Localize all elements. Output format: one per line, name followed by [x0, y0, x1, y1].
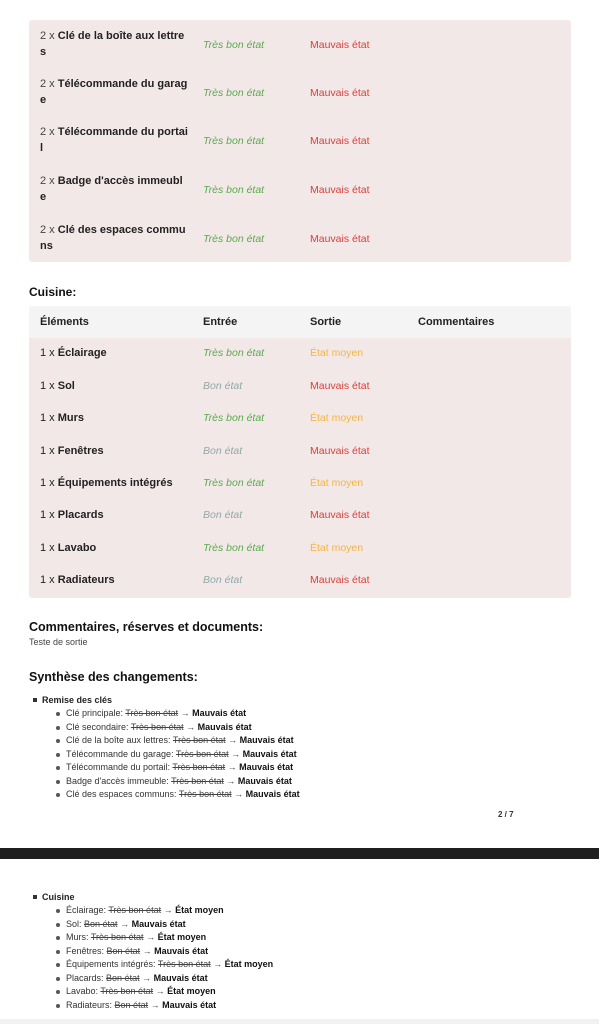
table-row — [29, 436, 571, 468]
exit-state: Mauvais état — [310, 509, 370, 521]
summary-list-continued — [33, 891, 273, 1012]
summary-section-title: Synthèse des changements: — [29, 670, 198, 684]
list-item: Télécommande du garage: Très bon état → Mauvais état — [56, 748, 300, 762]
entry-state: Très bon état — [203, 477, 265, 489]
column-header-comments: Commentaires — [418, 316, 495, 328]
item-name: 1 x Fenêtres — [40, 445, 104, 457]
table-row — [29, 222, 571, 270]
exit-state: Mauvais état — [310, 380, 370, 392]
entry-state: Bon état — [203, 574, 243, 586]
column-header-entry: Entrée — [203, 316, 238, 328]
item-name: 2 x Télécommande du portai l — [40, 126, 188, 154]
table-row — [29, 500, 571, 532]
list-item: Éclairage: Très bon état → État moyen — [56, 904, 273, 918]
exit-state: Mauvais état — [310, 135, 370, 147]
list-item: Fenêtres: Bon état → Mauvais état — [56, 945, 273, 959]
kitchen-section-title: Cuisine: — [29, 285, 77, 299]
exit-state: État moyen — [310, 412, 364, 424]
table-row — [29, 371, 571, 403]
entry-state: Très bon état — [203, 87, 265, 99]
list-item: Placards: Bon état → Mauvais état — [56, 972, 273, 986]
exit-state: Mauvais état — [310, 574, 370, 586]
page-bottom-edge — [0, 1019, 599, 1024]
table-row — [29, 124, 571, 172]
entry-state: Très bon état — [203, 39, 265, 51]
list-item: Radiateurs: Bon état → Mauvais état — [56, 999, 273, 1013]
entry-state: Très bon état — [203, 233, 265, 245]
list-item: Télécommande du portail: Très bon état → Mauvais état — [56, 761, 300, 775]
group-label: Remise des clés — [42, 695, 113, 705]
table-row — [29, 533, 571, 565]
page-number: 2 / 7 — [498, 810, 514, 819]
list-item: Badge d'accès immeuble: Très bon état → Mauvais état — [56, 775, 300, 789]
exit-state: Mauvais état — [310, 445, 370, 457]
summary-group-keys — [33, 694, 300, 802]
exit-state: Mauvais état — [310, 87, 370, 99]
item-name: 1 x Lavabo — [40, 542, 97, 554]
kitchen-table — [29, 306, 571, 598]
item-name: 2 x Télécommande du garag e — [40, 78, 188, 106]
summary-group-kitchen — [33, 891, 273, 1012]
table-row — [29, 565, 571, 597]
list-item: Équipements intégrés: Très bon état → État moyen — [56, 958, 273, 972]
entry-state: Très bon état — [203, 135, 265, 147]
comments-section-title: Commentaires, réserves et documents: — [29, 620, 264, 634]
item-name: 1 x Placards — [40, 509, 104, 521]
exit-state: État moyen — [310, 347, 364, 359]
summary-list — [33, 694, 300, 802]
list-item: Sol: Bon état → Mauvais état — [56, 918, 273, 932]
item-name: 2 x Clé des espaces commu ns — [40, 224, 186, 252]
list-item: Clé principale: Très bon état → Mauvais état — [56, 707, 300, 721]
table-row — [29, 468, 571, 500]
group-label: Cuisine — [42, 892, 75, 902]
item-name: 1 x Éclairage — [40, 347, 107, 359]
list-item: Lavabo: Très bon état → État moyen — [56, 985, 273, 999]
entry-state: Très bon état — [203, 412, 265, 424]
keys-table — [29, 20, 571, 262]
entry-state: Très bon état — [203, 347, 265, 359]
entry-state: Très bon état — [203, 542, 265, 554]
list-item: Clé de la boîte aux lettres: Très bon état → Mauvais état — [56, 734, 300, 748]
exit-state: État moyen — [310, 477, 364, 489]
table-row — [29, 403, 571, 435]
table-row — [29, 28, 571, 76]
entry-state: Bon état — [203, 380, 243, 392]
exit-state: État moyen — [310, 542, 364, 554]
item-name: 1 x Équipements intégrés — [40, 477, 173, 489]
exit-state: Mauvais état — [310, 233, 370, 245]
comments-text: Teste de sortie — [29, 637, 88, 647]
table-header — [29, 306, 571, 338]
list-item: Murs: Très bon état → État moyen — [56, 931, 273, 945]
exit-state: Mauvais état — [310, 184, 370, 196]
list-item: Clé secondaire: Très bon état → Mauvais état — [56, 721, 300, 735]
table-row — [29, 76, 571, 124]
column-header-exit: Sortie — [310, 316, 342, 328]
item-name: 1 x Murs — [40, 412, 85, 424]
list-item: Clé des espaces communs: Très bon état → Mauvais état — [56, 788, 300, 802]
item-name: 1 x Radiateurs — [40, 574, 115, 586]
item-name: 1 x Sol — [40, 380, 75, 392]
page-separator — [0, 848, 599, 859]
exit-state: Mauvais état — [310, 39, 370, 51]
entry-state: Très bon état — [203, 184, 265, 196]
document-page-3 — [0, 859, 599, 1024]
entry-state: Bon état — [203, 445, 243, 457]
entry-state: Bon état — [203, 509, 243, 521]
column-header-elements: Éléments — [40, 316, 89, 328]
table-row — [29, 338, 571, 370]
item-name: 2 x Badge d'accès immeubl e — [40, 175, 183, 203]
table-row — [29, 173, 571, 221]
item-name: 2 x Clé de la boîte aux lettre s — [40, 30, 185, 58]
